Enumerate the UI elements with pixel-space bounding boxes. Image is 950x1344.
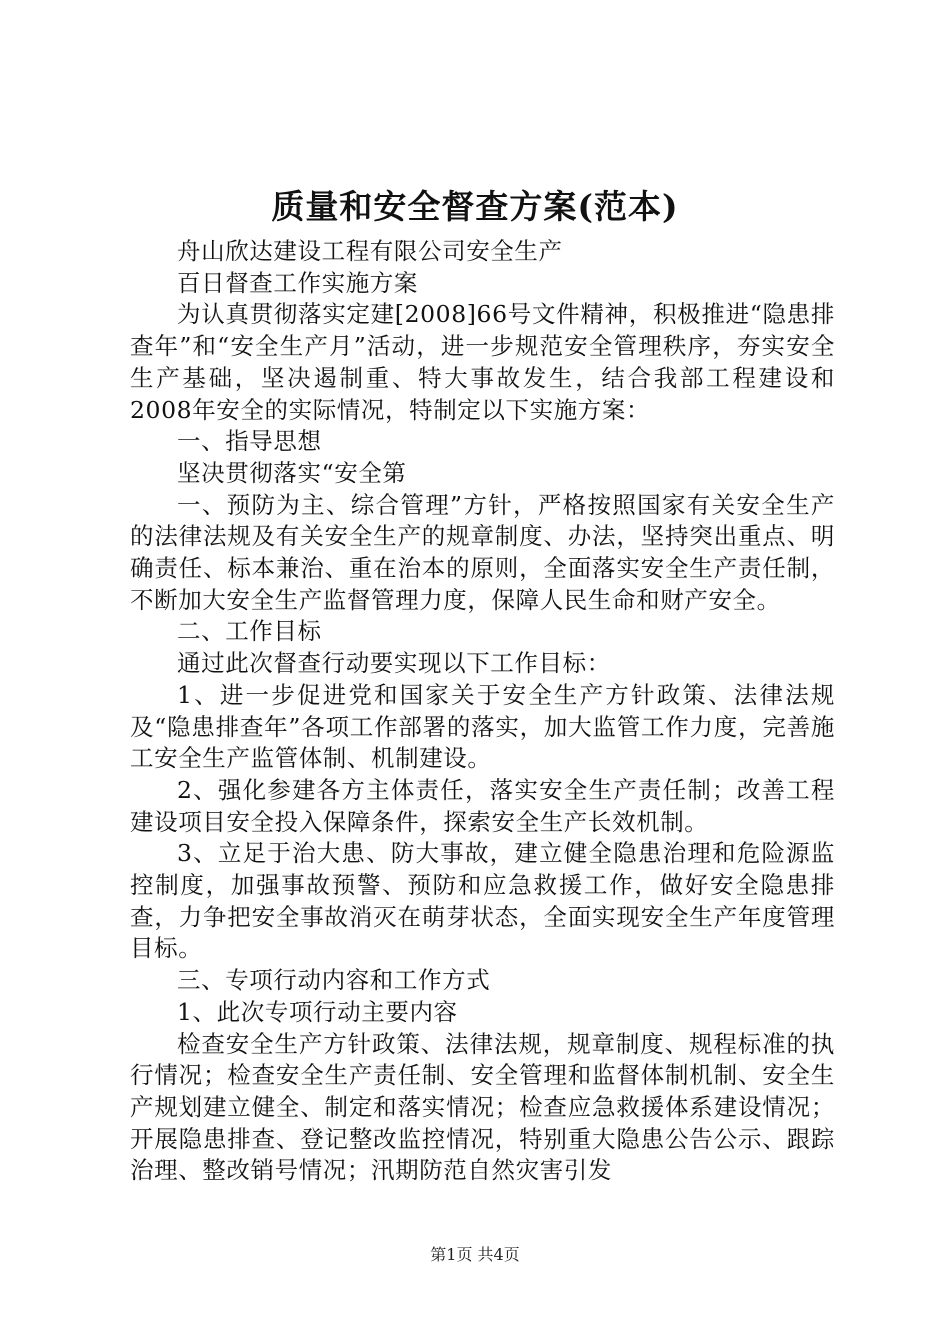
work-goal-item-2: 2、强化参建各方主体责任，落实安全生产责任制；改善工程建设项目安全投入保障条件，探索安全生产长效机制。 [130, 775, 835, 836]
section-heading-work-goals: 二、工作目标 [177, 617, 322, 646]
work-goals-intro: 通过此次督查行动要实现以下工作目标： [177, 649, 611, 678]
intro-paragraph: 为认真贯彻落实定建[2008]66号文件精神，积极推进“隐患排查年”和“安全生产月”活动，进一步规范安全管理秩序，夯实安全生产基础，坚决遏制重、特大事故发生，结合我部工程建设和2008年安全的实际情况，特制定以下实施方案： [130, 300, 835, 424]
company-heading-line: 舟山欣达建设工程有限公司安全生产 [177, 237, 563, 265]
document-body [130, 236, 835, 1187]
document-title: 质量和安全督查方案(范本) [271, 187, 679, 226]
work-goal-item-1: 1、进一步促进党和国家关于安全生产方针政策、法律法规及“隐患排查年”各项工作部署的落实，加大监管工作力度，完善施工安全生产监管体制、机制建设。 [130, 680, 835, 773]
plan-heading-line: 百日督查工作实施方案 [177, 268, 418, 297]
section-heading-guiding-ideology: 一、指导思想 [177, 427, 322, 456]
guiding-ideology-paragraph: 一、预防为主、综合管理”方针，严格按照国家有关安全生产的法律法规及有关安全生产的规章制度、办法，坚持突出重点、明确责任、标本兼治、重在治本的原则，全面落实安全生产责任制，不断加大安全生产监督管理力度，保障人民生命和财产安全。 [130, 490, 835, 614]
guiding-ideology-lead: 坚决贯彻落实“安全第 [177, 458, 407, 487]
main-content-paragraph: 检查安全生产方针政策、法律法规，规章制度、规程标准的执行情况；检查安全生产责任制、安全管理和监督体制机制、安全生产规划建立健全、制定和落实情况；检查应急救援体系建设情况；开展隐患排查、登记整改监控情况，特别重大隐患公告公示、跟踪治理、整改销号情况；汛期防范自然灾害引发 [130, 1029, 835, 1185]
work-goal-item-3: 3、立足于治大患、防大事故，建立健全隐患治理和危险源监控制度，加强事故预警、预防和应急救援工作，做好安全隐患排查，力争把安全事故消灭在萌芽状态，全面实现安全生产年度管理目标。 [130, 839, 835, 963]
section-heading-action-content: 三、专项行动内容和工作方式 [177, 966, 491, 995]
subsection-heading-main-content: 1、此次专项行动主要内容 [177, 997, 458, 1026]
page-footer: 第1页 共4页 [430, 1245, 520, 1264]
